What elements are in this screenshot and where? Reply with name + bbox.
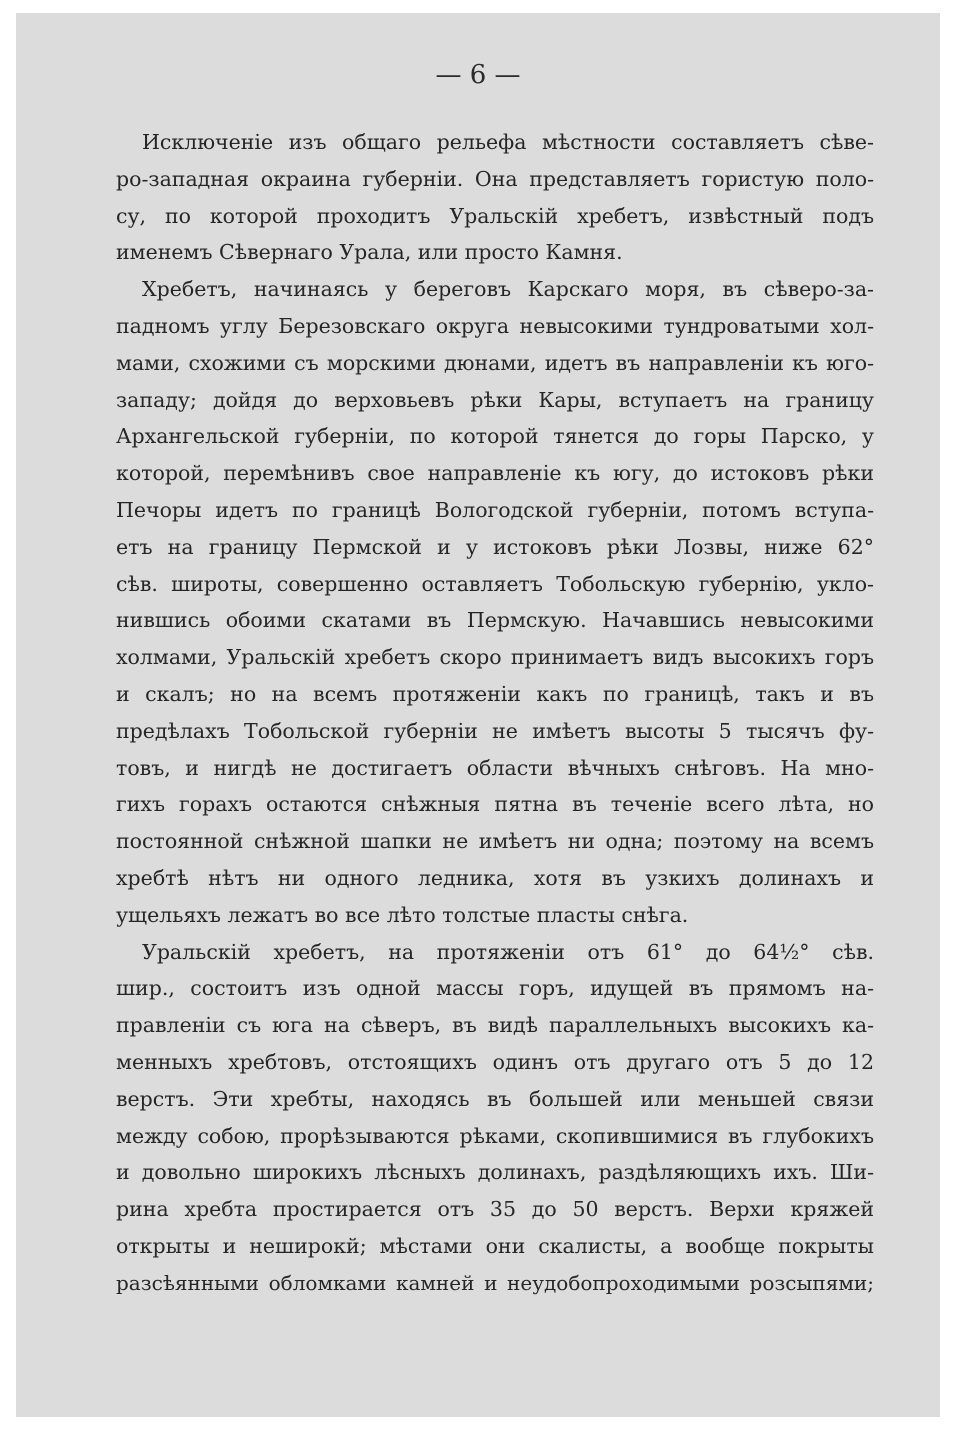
text-line: Исключеніе изъ общаго рельефа мѣстности составляетъ сѣве-	[142, 130, 874, 154]
text-line: Печоры идетъ по границѣ Вологодской губерніи, потомъ вступа-	[116, 497, 874, 522]
text-line: товъ, и нигдѣ не достигаетъ области вѣчныхъ снѣговъ. На мно-	[116, 755, 874, 780]
paragraph-3	[116, 934, 874, 1302]
text-line: которой, перемѣнивъ свое направленіе къ югу, до истоковъ рѣки	[116, 461, 874, 486]
text-line: именемъ Сѣвернаго Урала, или просто Камня.	[116, 240, 623, 265]
text-line: нившись обоими скатами въ Пермскую. Начавшись невысокими	[116, 608, 874, 633]
text-line: разсѣянными обломками камней и неудобопроходимыми розсыпями;	[116, 1270, 874, 1295]
text-line: мами, схожими съ морскими дюнами, идетъ въ направленіи къ юго-	[116, 350, 874, 375]
text-line: постоянной снѣжной шапки не имѣетъ ни одна; поэтому на всемъ	[116, 829, 874, 854]
text-line: етъ на границу Пермской и у истоковъ рѣки Лозвы, ниже 62°	[116, 534, 874, 559]
text-line: ро-западная окраина губерніи. Она представляетъ гористую поло-	[116, 166, 874, 191]
text-line: падномъ углу Березовскаго округа невысокими тундроватыми хол-	[116, 313, 874, 338]
text-line: правленіи съ юга на сѣверъ, въ видѣ параллельныхъ высокихъ ка-	[116, 1013, 874, 1038]
paragraph-1	[116, 124, 874, 271]
text-line: ущельяхъ лежатъ во все лѣто толстые пласты снѣга.	[116, 902, 689, 927]
text-line: сѣв. широты, совершенно оставляетъ Тобольскую губернію, укло-	[116, 571, 874, 596]
text-line: Уральскій хребетъ, на протяженіи отъ 61° до 64½° сѣв.	[142, 939, 874, 964]
text-line: гихъ горахъ остаются снѣжныя пятна въ теченіе всего лѣта, но	[116, 792, 874, 817]
text-line: верстъ. Эти хребты, находясь въ большей или меньшей связи	[116, 1086, 874, 1111]
text-line: су, по которой проходитъ Уральскій хребетъ, извѣстный подъ	[116, 203, 874, 228]
text-line: и скалъ; но на всемъ протяженіи какъ по границѣ, такъ и въ	[116, 681, 874, 706]
text-line: холмами, Уральскій хребетъ скоро принимаетъ видъ высокихъ горъ	[116, 645, 874, 670]
text-line: между собою, прорѣзываются рѣками, скопившимися въ глубокихъ	[116, 1123, 874, 1148]
text-line: и довольно широкихъ лѣсныхъ долинахъ, раздѣляющихъ ихъ. Ши-	[116, 1160, 874, 1185]
text-line: западу; дойдя до верховьевъ рѣки Кары, вступаетъ на границу	[116, 387, 874, 412]
text-line: открыты и неширокй; мѣстами они скалисты, а вообще покрыты	[116, 1233, 874, 1258]
text-line: Хребетъ, начинаясь у береговъ Карскаго моря, въ сѣверо-за-	[142, 277, 874, 302]
body-text	[116, 124, 874, 1302]
paragraph-2	[116, 271, 874, 933]
text-line: хребтѣ нѣтъ ни одного ледника, хотя въ узкихъ долинахъ и	[116, 865, 874, 890]
text-line: предѣлахъ Тобольской губерніи не имѣетъ высоты 5 тысячъ фу-	[116, 718, 874, 743]
text-line: рина хребта простирается отъ 35 до 50 верстъ. Верхи кряжей	[116, 1197, 874, 1222]
page-number: — 6 —	[435, 60, 521, 90]
text-line: Архангельской губерніи, по которой тянется до горы Парско, у	[116, 424, 874, 449]
text-line: шир., состоитъ изъ одной массы горъ, идущей въ прямомъ на-	[116, 976, 874, 1001]
text-line: менныхъ хребтовъ, отстоящихъ одинъ отъ другаго отъ 5 до 12	[116, 1049, 874, 1074]
